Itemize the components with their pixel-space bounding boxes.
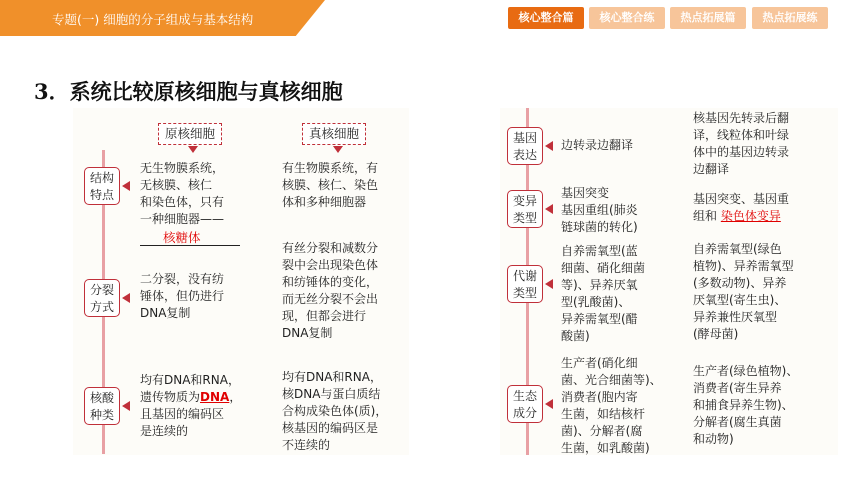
label-line: 成分: [512, 406, 537, 420]
label-line: 种类: [89, 408, 114, 422]
text-line: 一种细胞器——: [140, 212, 225, 226]
text-line: 和纺锤体的变化，: [282, 275, 379, 289]
text-line: (多数动物)、异养: [693, 276, 787, 290]
prokaryote-down-arrow: [188, 146, 198, 153]
eukaryote-structure: [282, 160, 378, 211]
label-line: 类型: [512, 211, 537, 225]
prokaryote-variation: [561, 185, 638, 236]
answer-dna: DNA: [200, 390, 230, 404]
prokaryote-gene-expression: [561, 137, 633, 154]
prokaryote-header: 原核细胞: [158, 123, 222, 145]
label-line: 核酸: [89, 391, 114, 405]
label-division: [84, 279, 120, 317]
text-line: 异养兼性厌氧型: [693, 310, 778, 324]
row-arrow: [545, 279, 553, 289]
text-line: 厌氧型(寄生虫)、: [693, 293, 787, 307]
text-line: 植物)、异养需氧型: [693, 259, 794, 273]
tab-hotspot-expansion-practice[interactable]: 热点拓展练: [752, 7, 828, 29]
text-line: 边转录边翻译: [561, 138, 634, 152]
eukaryote-variation: [693, 191, 789, 225]
text-line: 消费者(寄生异养: [693, 381, 782, 395]
text-line: 异养需氧型(醋: [561, 312, 638, 326]
label-line: 基因: [512, 131, 537, 145]
label-line: 变异: [512, 194, 537, 208]
text-line: 合构成染色体(质)，: [282, 404, 388, 418]
label-variation: [507, 190, 543, 228]
label-line: 表达: [512, 148, 537, 162]
label-line: 类型: [512, 286, 537, 300]
text-line: 无核膜、核仁: [140, 178, 213, 192]
text-line: 核DNA与蛋白质结: [282, 387, 381, 401]
label-line: 分裂: [89, 283, 114, 297]
text-line: 边翻译: [693, 162, 730, 176]
text-line: 均有DNA和RNA，: [282, 370, 382, 384]
text-line: 锤体，但仍进行: [140, 289, 225, 303]
text-line: 译，线粒体和叶绿: [693, 128, 790, 142]
text-line: (酵母菌): [693, 327, 739, 341]
top-bar: [0, 0, 860, 38]
prokaryote-division: [140, 271, 224, 322]
eukaryote-division: [282, 240, 378, 342]
section-heading: 3．系统比较原核细胞与真核细胞: [34, 79, 343, 104]
text-line: 且基因的编码区: [140, 407, 225, 421]
eukaryote-gene-expression: [693, 110, 789, 178]
eukaryote-header: 真核细胞: [302, 123, 366, 145]
text-line: 细菌、硝化细菌: [561, 261, 646, 275]
text-line: 核膜、核仁、染色: [282, 178, 379, 192]
text-line: 而无丝分裂不会出: [282, 292, 379, 306]
prokaryote-metabolism: [561, 243, 645, 345]
text-line: 有丝分裂和减数分: [282, 241, 379, 255]
text-line: 体中的基因边转录: [693, 145, 790, 159]
label-ecology: [507, 385, 543, 423]
text-line: 型(乳酸菌)、: [561, 295, 631, 309]
text-line: 二分裂，没有纺: [140, 272, 225, 286]
label-structure: [84, 167, 120, 205]
label-metabolism: [507, 265, 543, 303]
text-line: 核基因的编码区是: [282, 421, 379, 435]
text-line: 生菌，如结核杆: [561, 407, 646, 421]
text-line: 自养需氧型(绿色: [693, 242, 782, 256]
label-line: 结构: [89, 171, 114, 185]
text-line: 等)、异养厌氧: [561, 278, 638, 292]
text-line: 链球菌的转化): [561, 220, 638, 234]
text-line: DNA复制: [282, 326, 333, 340]
text-line: 基因突变: [561, 186, 610, 200]
text-line: 和染色体，只有: [140, 195, 225, 209]
row-arrow: [545, 141, 553, 151]
label-line: 特点: [89, 188, 114, 202]
tab-core-integration-chapter[interactable]: 核心整合篇: [508, 7, 584, 29]
text-line: [140, 389, 241, 406]
text-fragment: ，: [229, 390, 242, 404]
label-line: 方式: [89, 300, 114, 314]
text-line: 裂中会出现染色体: [282, 258, 379, 272]
text-line: 有生物膜系统，有: [282, 161, 379, 175]
text-fragment: 组和: [693, 209, 721, 223]
text-line: 基因重组(肺炎: [561, 203, 638, 217]
text-line: 菌、光合细菌等)、: [561, 373, 662, 387]
text-line: DNA复制: [140, 306, 191, 320]
text-line: 体和多种细胞器: [282, 195, 367, 209]
text-line: 是连续的: [140, 424, 189, 438]
text-line: 酸菌): [561, 329, 590, 343]
text-line: 现，但都会进行: [282, 309, 367, 323]
eukaryote-down-arrow: [333, 146, 343, 153]
eukaryote-metabolism: [693, 241, 794, 343]
text-line: 和捕食异养生物)、: [693, 398, 794, 412]
label-line: 生态: [512, 389, 537, 403]
tab-core-integration-practice[interactable]: 核心整合练: [589, 7, 665, 29]
text-fragment: 遗传物质为: [140, 390, 201, 404]
label-line: 代谢: [512, 269, 537, 283]
eukaryote-ecology: [693, 363, 798, 448]
text-line: 核基因先转录后翻: [693, 111, 790, 125]
text-line: 菌)、分解者(腐: [561, 424, 643, 438]
answer-chromosome-variation: 染色体变异: [720, 209, 781, 223]
text-line: 不连续的: [282, 438, 331, 452]
prokaryote-structure: [140, 160, 224, 228]
text-line: 和动物): [693, 432, 734, 446]
tab-hotspot-expansion-chapter[interactable]: 热点拓展篇: [670, 7, 746, 29]
answer-underline: [140, 245, 240, 246]
row-arrow: [122, 293, 130, 303]
label-gene-expression: [507, 127, 543, 165]
text-line: 生产者(绿色植物)、: [693, 364, 799, 378]
prokaryote-ecology: [561, 355, 662, 457]
text-line: 基因突变、基因重: [693, 192, 790, 206]
text-line: 生菌，如乳酸菌): [561, 441, 650, 455]
row-arrow: [545, 399, 553, 409]
text-line: 生产者(硝化细: [561, 356, 638, 370]
row-arrow: [122, 181, 130, 191]
text-line: 自养需氧型(蓝: [561, 244, 638, 258]
eukaryote-nucleic-acid: [282, 369, 387, 454]
text-line: 分解者(腐生真菌: [693, 415, 782, 429]
answer-ribosome: 核糖体: [163, 230, 201, 245]
text-line: [693, 208, 789, 225]
row-arrow: [122, 401, 130, 411]
text-line: 消费者(胞内寄: [561, 390, 638, 404]
topic-title: 专题(一) 细胞的分子组成与基本结构: [52, 12, 254, 27]
row-arrow: [545, 204, 553, 214]
label-nucleic-acid: [84, 387, 120, 425]
prokaryote-nucleic-acid: [140, 372, 241, 440]
text-line: 无生物膜系统，: [140, 161, 225, 175]
text-line: 均有DNA和RNA，: [140, 373, 240, 387]
